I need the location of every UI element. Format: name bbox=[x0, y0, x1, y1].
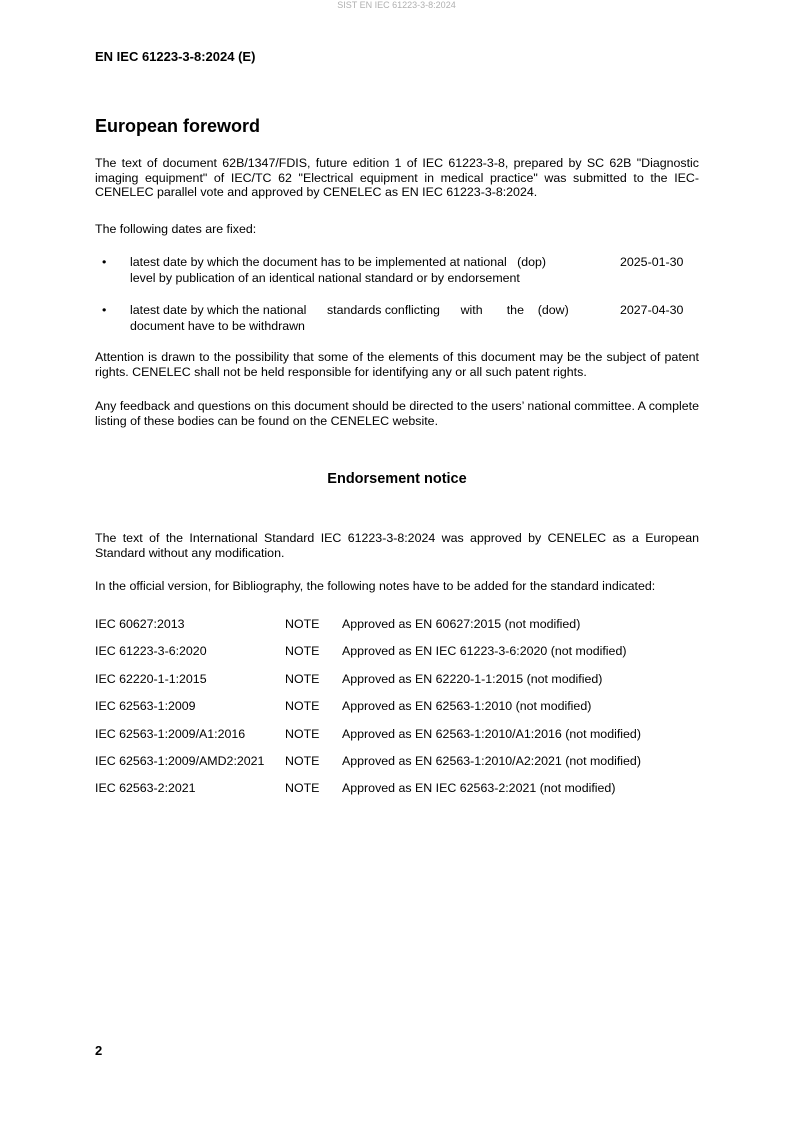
note-text: Approved as EN 62220-1-1:2015 (not modified) bbox=[342, 672, 603, 686]
date-item-description-continued: level by publication of an identical national standard or by endorsement bbox=[130, 271, 520, 285]
note-text: Approved as EN 62563-1:2010 (not modified) bbox=[342, 699, 592, 713]
date-item-date: 2027-04-30 bbox=[620, 303, 684, 317]
note-text: Approved as EN 60627:2015 (not modified) bbox=[342, 617, 581, 631]
date-item-description: latest date by which the document has to be implemented at national (dop) bbox=[130, 255, 547, 269]
note-standard: IEC 62563-1:2009/AMD2:2021 bbox=[95, 754, 265, 768]
note-standard: IEC 62563-1:2009 bbox=[95, 699, 196, 713]
endorsement-paragraph: The text of the International Standard IEC 61223-3-8:2024 was approved by CENELEC as a European Standard without any modification. bbox=[95, 531, 699, 560]
note-label: NOTE bbox=[285, 672, 320, 686]
note-text: Approved as EN 62563-1:2010/A1:2016 (not modified) bbox=[342, 727, 641, 741]
bullet-icon: • bbox=[102, 255, 107, 269]
note-standard: IEC 62220-1-1:2015 bbox=[95, 672, 207, 686]
note-standard: IEC 60627:2013 bbox=[95, 617, 185, 631]
note-label: NOTE bbox=[285, 644, 320, 658]
date-item-description: latest date by which the national standards conflicting with the (dow) bbox=[130, 303, 569, 317]
bibliography-intro-paragraph: In the official version, for Bibliography, the following notes have to be added for the standard indicated: bbox=[95, 579, 656, 593]
note-text: Approved as EN IEC 62563-2:2021 (not modified) bbox=[342, 781, 616, 795]
bibliography-note-row bbox=[95, 643, 705, 659]
note-standard: IEC 61223-3-6:2020 bbox=[95, 644, 207, 658]
note-label: NOTE bbox=[285, 699, 320, 713]
bibliography-note-row bbox=[95, 780, 705, 796]
bibliography-note-row bbox=[95, 671, 705, 687]
note-standard: IEC 62563-1:2009/A1:2016 bbox=[95, 727, 246, 741]
note-label: NOTE bbox=[285, 754, 320, 768]
note-standard: IEC 62563-2:2021 bbox=[95, 781, 196, 795]
foreword-intro-paragraph: The text of document 62B/1347/FDIS, future edition 1 of IEC 61223-3-8, prepared by SC 62B "Diagnostic imaging equipment" of IEC/TC 62 "Electrical equipment in medical practice" was submitted to the IEC-CENELEC parallel vote and approved by CENELEC as EN IEC 61223-3-8:2024. bbox=[95, 156, 699, 199]
foreword-title: European foreword bbox=[95, 116, 261, 136]
bibliography-note-row bbox=[95, 616, 705, 632]
document-id-header: EN IEC 61223-3-8:2024 (E) bbox=[95, 49, 256, 64]
date-item-description-continued: document have to be withdrawn bbox=[130, 319, 305, 333]
bibliography-note-row bbox=[95, 698, 705, 714]
note-text: Approved as EN IEC 61223-3-6:2020 (not modified) bbox=[342, 644, 627, 658]
bibliography-note-row bbox=[95, 753, 705, 769]
note-label: NOTE bbox=[285, 617, 320, 631]
dates-intro-paragraph: The following dates are fixed: bbox=[95, 222, 257, 236]
page-number: 2 bbox=[95, 1043, 103, 1058]
patent-paragraph: Attention is drawn to the possibility that some of the elements of this document may be the subject of patent rights. CENELEC shall not be held responsible for identifying any or all such patent rights. bbox=[95, 350, 699, 379]
watermark: SIST EN IEC 61223-3-8:2024 bbox=[337, 0, 456, 10]
date-item-date: 2025-01-30 bbox=[620, 255, 684, 269]
note-label: NOTE bbox=[285, 727, 320, 741]
endorsement-title: Endorsement notice bbox=[327, 471, 467, 487]
note-label: NOTE bbox=[285, 781, 320, 795]
note-text: Approved as EN 62563-1:2010/A2:2021 (not modified) bbox=[342, 754, 641, 768]
bullet-icon: • bbox=[102, 303, 107, 317]
feedback-paragraph: Any feedback and questions on this document should be directed to the users’ national committee. A complete listing of these bodies can be found on the CENELEC website. bbox=[95, 399, 699, 428]
bibliography-note-row bbox=[95, 726, 705, 742]
